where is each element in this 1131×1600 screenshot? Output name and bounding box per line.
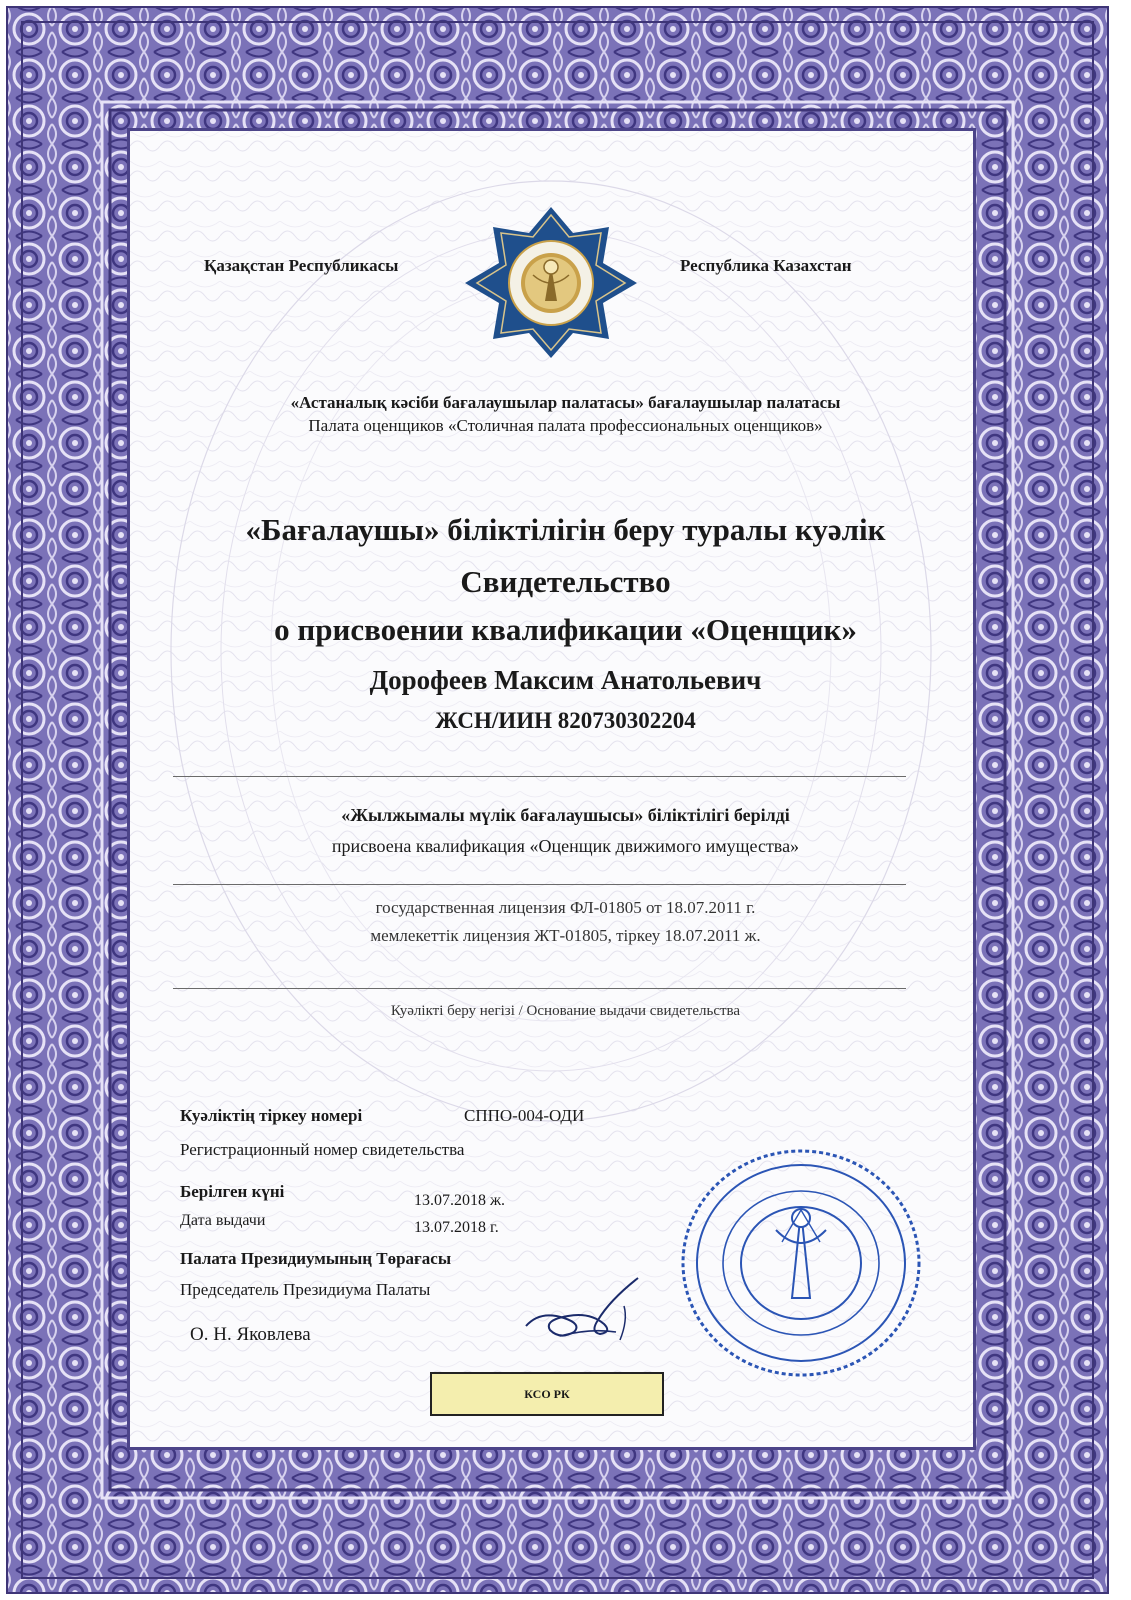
registration-number: СППО-004-ОДИ [464,1106,585,1125]
certificate-title-ru-line1: Свидетельство [460,564,671,599]
chamber-name-ru: Палата оценщиков «Столичная палата профессиональных оценщиков» [308,416,823,435]
country-name-ru: Республика Казахстан [680,256,852,275]
issue-date-value-ru: 13.07.2018 г. [414,1219,499,1236]
registration-label-kz: Куәліктің тіркеу номері [180,1106,363,1125]
license-ru: государственная лицензия ФЛ-01805 от 18.07.2011 г. [375,898,756,917]
holder-iin: ЖСН/ИИН 820730302204 [435,708,696,733]
certificate-title-kz: «Бағалаушы» біліктілігін беру туралы куәлік [245,512,886,547]
registration-label-ru: Регистрационный номер свидетельства [180,1140,465,1159]
basis-caption: Куәлікті беру негізі / Основание выдачи свидетельства [390,1003,741,1019]
chairman-label-ru: Председатель Президиума Палаты [180,1280,431,1299]
chamber-name-kz: «Астаналық кәсіби бағалаушылар палатасы» бағалаушылар палатасы [290,393,841,412]
divider-line [173,776,906,777]
holder-name: Дорофеев Максим Анатольевич [369,665,762,695]
country-name-kz: Қазақстан Республикасы [204,256,399,275]
footer-mark: КСО РК [430,1372,664,1416]
round-seal-icon [678,1146,924,1380]
issue-date-value-kz: 13.07.2018 ж. [414,1192,506,1209]
qualification-ru: присвоена квалификация «Оценщик движимого имущества» [331,836,800,856]
chairman-label-kz: Палата Президиумының Төрағасы [180,1249,452,1268]
chamber-emblem-icon [461,205,641,360]
divider-line [173,884,906,885]
divider-line [173,988,906,989]
certificate-title-ru-line2: о присвоении квалификации «Оценщик» [274,612,857,647]
license-kz: мемлекеттік лицензия ЖТ-01805, тіркеу 18.07.2011 ж. [370,926,761,945]
signature-icon [520,1270,650,1350]
issue-date-label-kz: Берілген күні [180,1182,285,1201]
qualification-kz: «Жылжымалы мүлік бағалаушысы» біліктілігі берілді [341,805,790,825]
chairman-name: О. Н. Яковлева [190,1324,311,1345]
issue-date-label-ru: Дата выдачи [180,1212,266,1229]
